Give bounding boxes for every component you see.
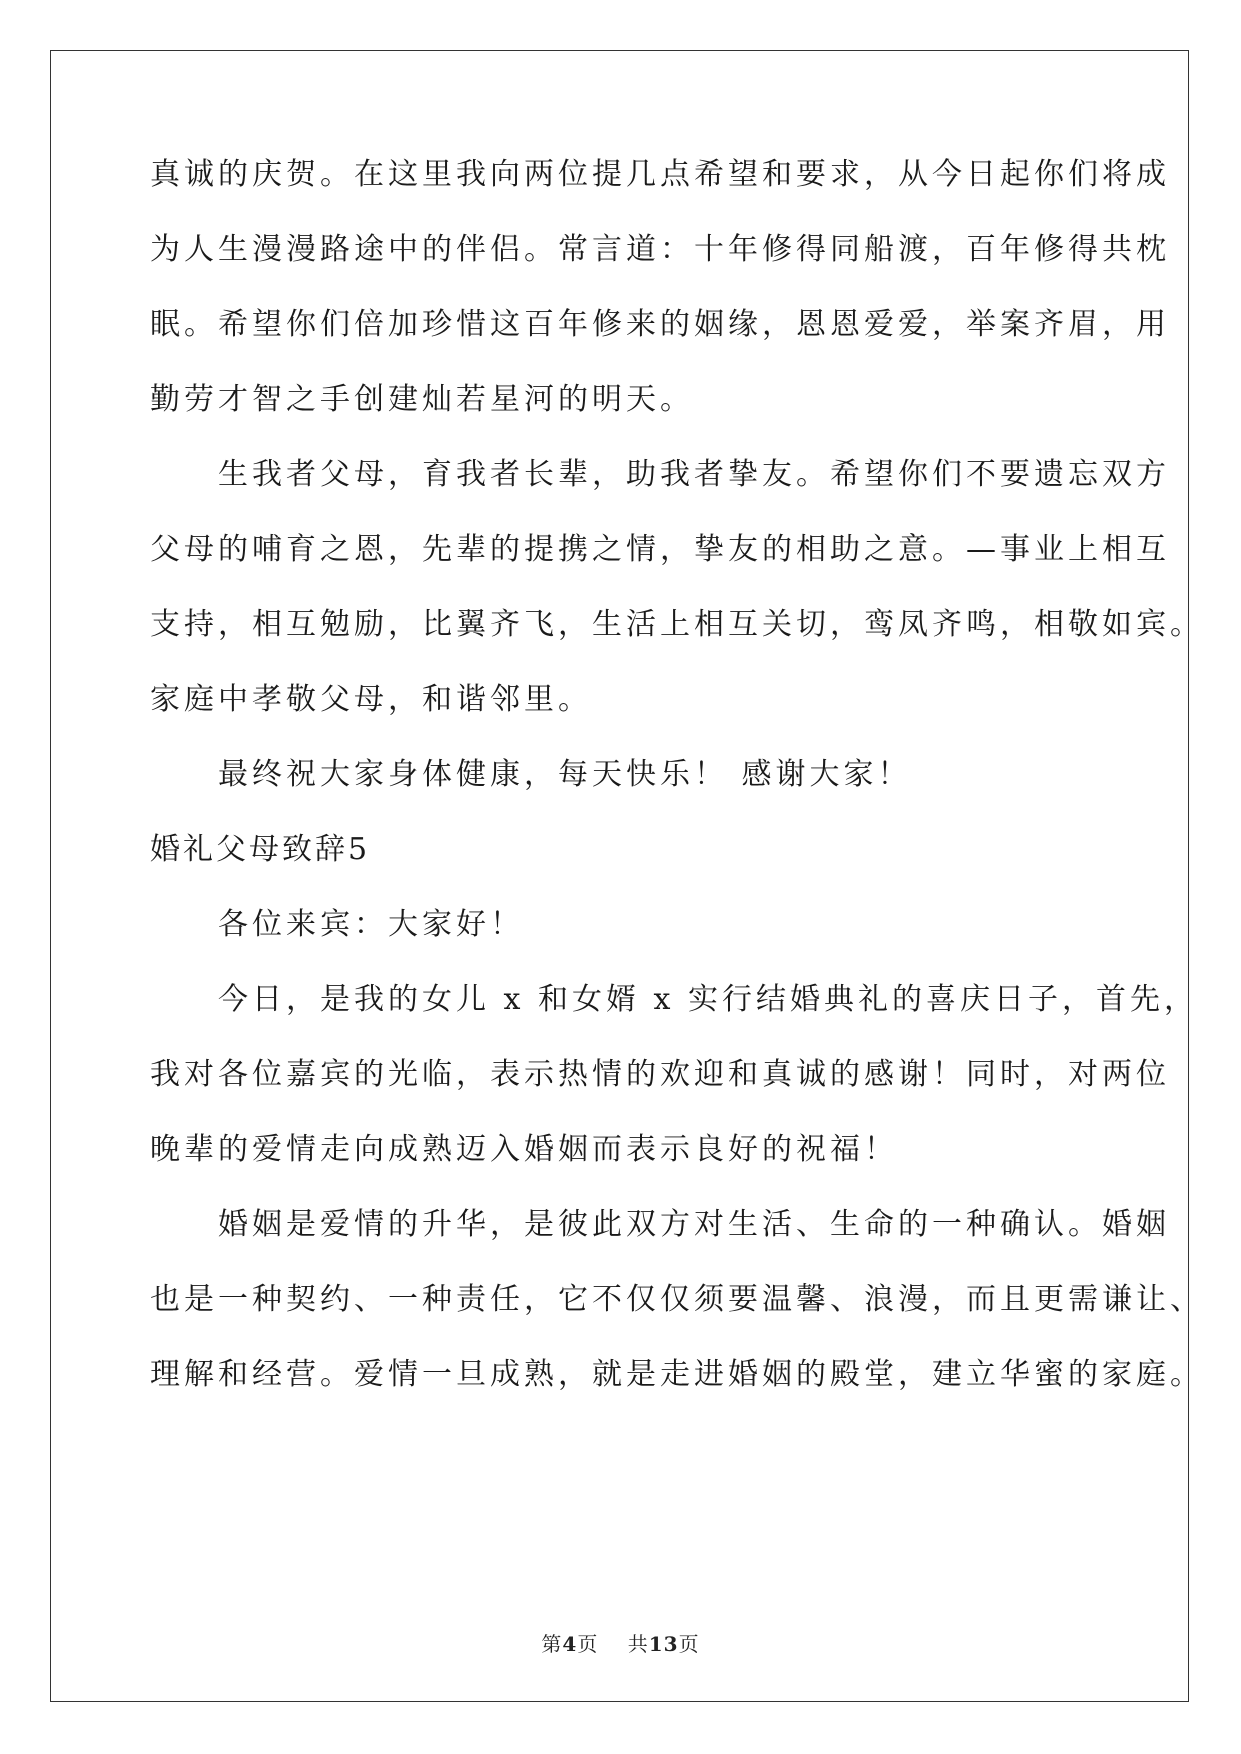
page-prefix: 第	[541, 1632, 563, 1656]
page-footer	[0, 1634, 1241, 1654]
text-line: 各位来宾：大家好！	[150, 907, 524, 942]
text-line: 生我者父母，育我者长辈，助我者挚友。希望你们不要遗忘双方	[150, 457, 1170, 492]
page-number: 4	[562, 1632, 578, 1656]
total-pages: 13	[648, 1632, 679, 1656]
text-line: 勤劳才智之手创建灿若星河的明天。	[150, 382, 694, 417]
page-suffix: 页	[577, 1632, 599, 1656]
total-suffix: 页	[678, 1632, 700, 1656]
section-heading: 婚礼父母致辞5	[150, 832, 371, 867]
text-line: 今日，是我的女儿 x 和女婿 x 实行结婚典礼的喜庆日子，首先，	[150, 982, 1198, 1017]
text-line: 理解和经营。爱情一旦成熟，就是走进婚姻的殿堂，建立华蜜的家庭。	[150, 1357, 1204, 1392]
text-line: 也是一种契约、一种责任，它不仅仅须要温馨、浪漫，而且更需谦让、	[150, 1282, 1204, 1317]
total-prefix: 共	[627, 1632, 649, 1656]
text-line: 支持，相互勉励，比翼齐飞，生活上相互关切，鸾凤齐鸣，相敬如宾。	[150, 607, 1204, 642]
text-line: 父母的哺育之恩，先辈的提携之情，挚友的相助之意。—事业上相互	[150, 532, 1170, 567]
text-line: 晚辈的爱情走向成熟迈入婚姻而表示良好的祝福！	[150, 1132, 898, 1167]
text-line: 真诚的庆贺。在这里我向两位提几点希望和要求，从今日起你们将成	[150, 157, 1170, 192]
text-line: 为人生漫漫路途中的伴侣。常言道：十年修得同船渡，百年修得共枕	[150, 232, 1170, 267]
text-line: 家庭中孝敬父母，和谐邻里。	[150, 682, 592, 717]
text-line: 眠。希望你们倍加珍惜这百年修来的姻缘，恩恩爱爱，举案齐眉，用	[150, 307, 1170, 342]
page-border	[50, 50, 1189, 1702]
text-line: 最终祝大家身体健康，每天快乐！ 感谢大家！	[150, 757, 912, 792]
text-line: 婚姻是爱情的升华，是彼此双方对生活、生命的一种确认。婚姻	[150, 1207, 1170, 1242]
text-line: 我对各位嘉宾的光临，表示热情的欢迎和真诚的感谢！同时，对两位	[150, 1057, 1170, 1092]
